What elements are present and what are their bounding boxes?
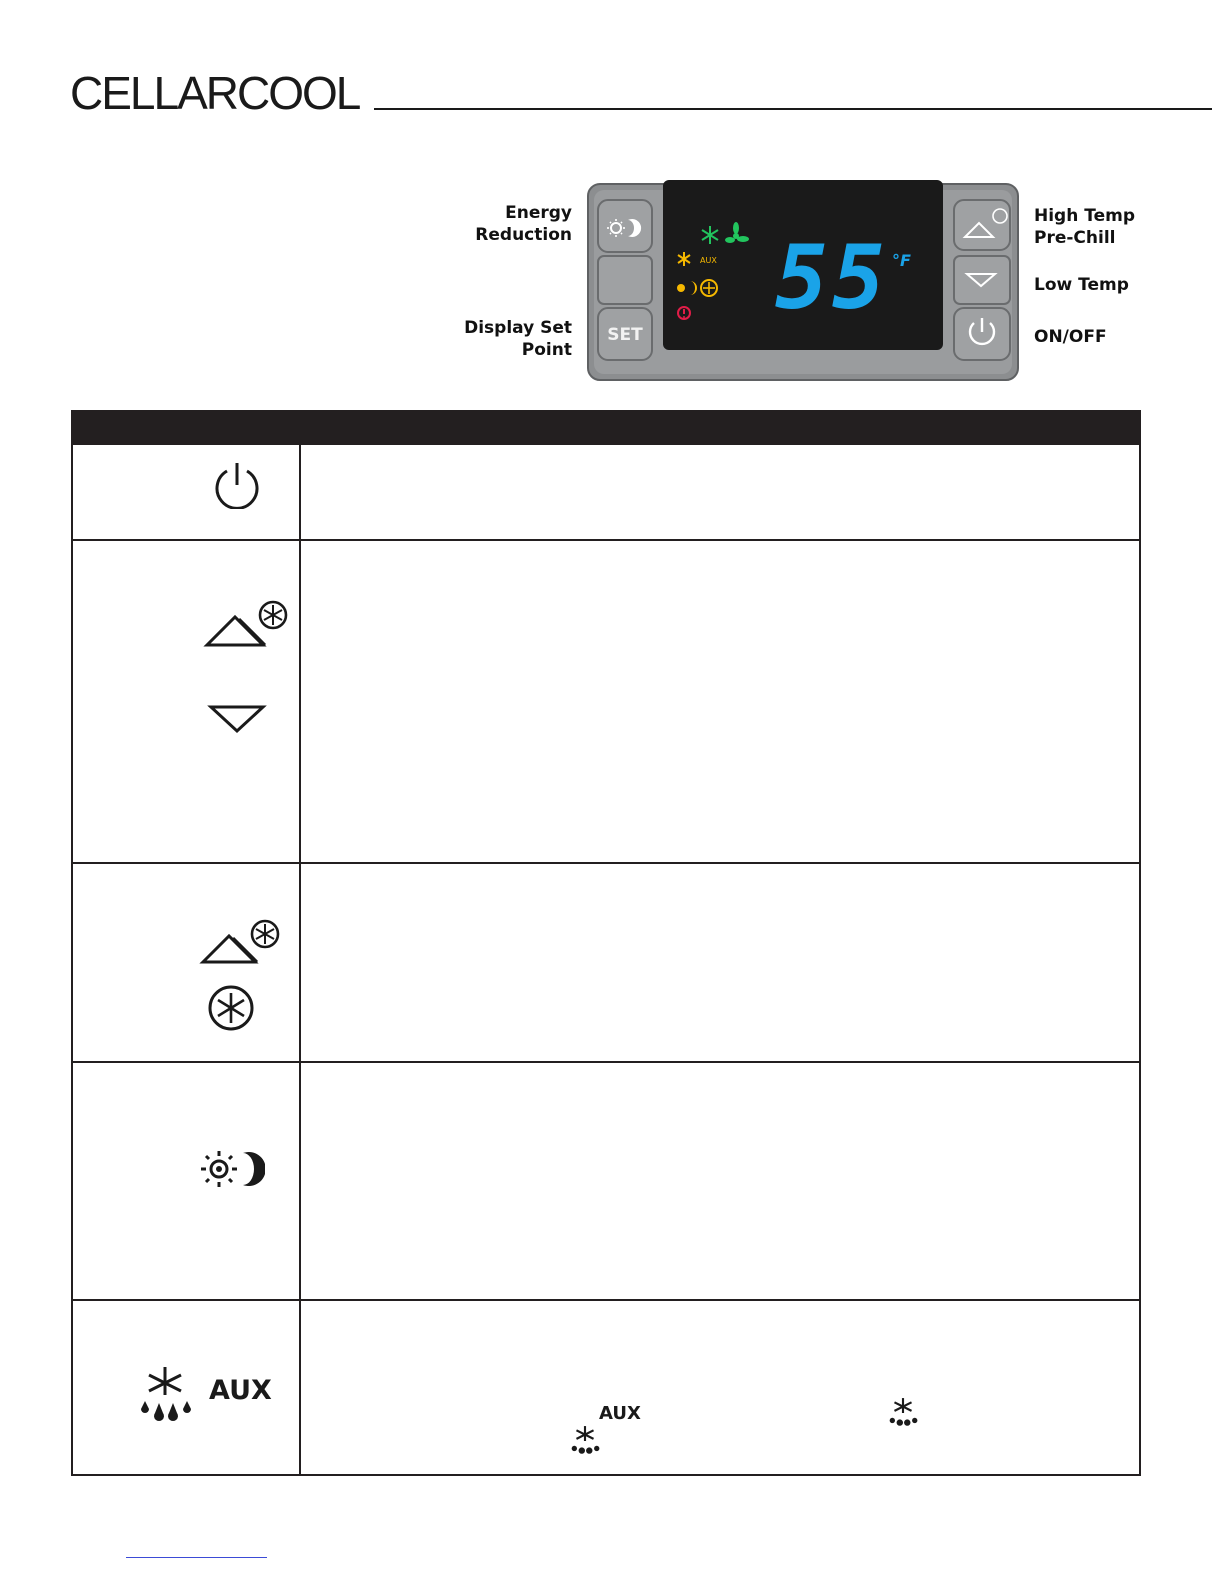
aux-label: AUX bbox=[209, 1375, 272, 1406]
table-icon-cell bbox=[73, 1301, 301, 1474]
table-row bbox=[71, 1301, 1141, 1476]
table-description-cell bbox=[301, 1301, 1139, 1474]
header-rule bbox=[374, 108, 1212, 110]
table-icon-cell bbox=[73, 864, 301, 1061]
high-temp-pre-chill-button[interactable] bbox=[954, 200, 1010, 250]
defrost-icon bbox=[135, 1365, 195, 1425]
low-temp-label: Low Temp bbox=[1034, 275, 1129, 295]
low-temp-button[interactable] bbox=[954, 256, 1010, 304]
power-icon bbox=[213, 459, 261, 509]
temperature-unit: °F bbox=[892, 251, 911, 270]
up-prechill-icon bbox=[199, 916, 285, 966]
controller-panel bbox=[586, 180, 1020, 384]
temperature-readout: 55 bbox=[775, 226, 889, 329]
energy-reduction-label: Energy Reduction bbox=[475, 203, 572, 245]
table-icon-cell bbox=[73, 541, 301, 862]
table-description-cell bbox=[301, 864, 1139, 1061]
high-temp-pre-chill-label: High Temp Pre-Chill bbox=[1034, 206, 1135, 248]
table-row bbox=[71, 864, 1141, 1063]
table-row bbox=[71, 541, 1141, 864]
table-row bbox=[71, 1063, 1141, 1301]
brand-logo: CELLARCOOL bbox=[70, 67, 360, 119]
table-header-bar bbox=[71, 410, 1141, 445]
pre-chill-indicator bbox=[701, 280, 717, 296]
inline-aux-label: AUX bbox=[599, 1403, 641, 1424]
on-off-label: ON/OFF bbox=[1034, 327, 1107, 347]
up-prechill-icon bbox=[203, 597, 293, 651]
footer-link-underline[interactable] bbox=[126, 1557, 267, 1558]
table-icon-cell bbox=[73, 445, 301, 539]
display-set-point-label: Display Set Point bbox=[464, 318, 572, 360]
down-icon bbox=[207, 701, 267, 737]
table-icon-cell bbox=[73, 1063, 301, 1299]
energy-reduction-button[interactable] bbox=[598, 200, 652, 252]
table-description-cell bbox=[301, 1063, 1139, 1299]
sun-moon-icon bbox=[199, 1147, 265, 1191]
table-row bbox=[71, 445, 1141, 541]
prechill-snowflake-icon bbox=[205, 982, 257, 1034]
table-description-cell bbox=[301, 541, 1139, 862]
set-button[interactable] bbox=[598, 308, 652, 360]
table-description-cell bbox=[301, 445, 1139, 539]
inline-defrost-icon bbox=[569, 1425, 601, 1457]
controls-table bbox=[71, 410, 1141, 1476]
inline-defrost-icon bbox=[887, 1397, 919, 1429]
on-off-button[interactable] bbox=[954, 308, 1010, 360]
set-button-label: SET bbox=[607, 325, 643, 345]
aux-indicator: AUX bbox=[700, 256, 717, 265]
